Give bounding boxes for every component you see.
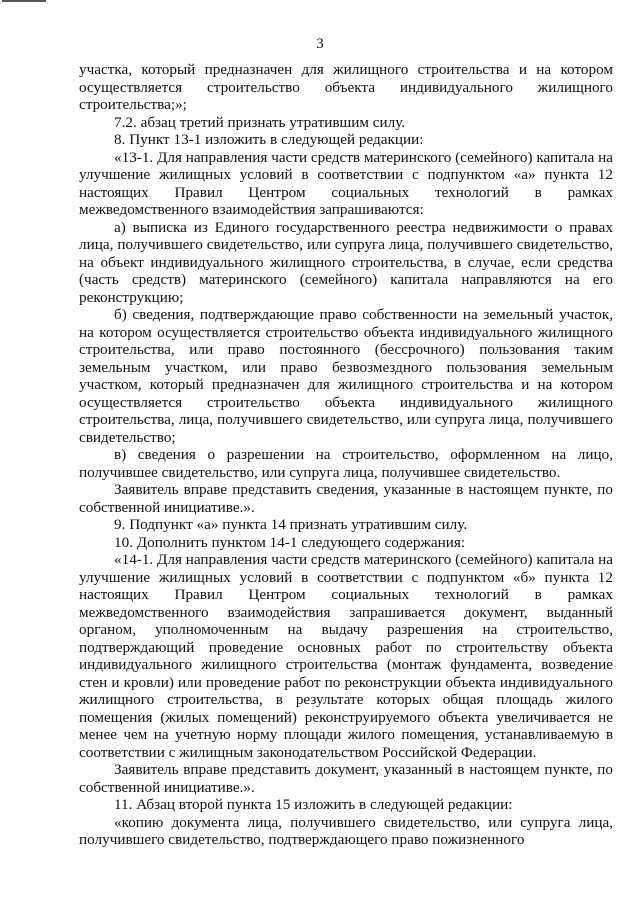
- corner-scan-mark: [2, 0, 46, 2]
- page-number: 3: [316, 36, 324, 52]
- paragraph-11: «14-1. Для направления части средств материнского (семейного) капитала на улучшение жилищных условий в соответствии с подпунктом «б» пункта 12 настоящих Правил Центром социальных технологий в рамках межведомственного взаимодействия запрашивается документ, выданный органом, уполномоченным на выдачу разрешения на строительство, подтверждающий проведение основных работ по строительству объекта индивидуального жилищного строительства (монтаж фундамента, возведение стен и кровли) или проведение работ по реконструкции объекта индивидуального жилищного строительства, в результате которых общая площадь жилого помещения (жилых помещений) реконструируемого объекта увеличивается не менее чем на учетную норму площади жилого помещения, устанавливаемую в соответствии с жилищным законодательством Российской Федерации.: [79, 551, 613, 761]
- paragraph-2: 7.2. абзац третий признать утратившим силу.: [114, 113, 406, 131]
- paragraph-10: 10. Дополнить пунктом 14-1 следующего содержания:: [114, 533, 466, 551]
- paragraph-7: в) сведения о разрешении на строительство, оформленном на лицо, получившее свидетельство, или супруга лица, получившее свидетельство.: [79, 446, 613, 481]
- paragraph-4: «13-1. Для направления части средств материнского (семейного) капитала на улучшение жилищных условий в соответствии с подпунктом «а» пункта 12 настоящих Правил Центром социальных технологий в рамках межведомственного взаимодействия запрашиваются:: [79, 148, 613, 218]
- paragraph-13: 11. Абзац второй пункта 15 изложить в следующей редакции:: [114, 796, 513, 813]
- paragraph-5: а) выписка из Единого государственного реестра недвижимости о правах лица, получившего свидетельство, или супруга лица, получившего свидетельство, на объект индивидуального жилищного строительства, в случае, если средства (часть средств) материнского (семейного) капитала направляются на его реконструкцию;: [79, 218, 613, 306]
- paragraph-8: Заявитель вправе представить сведения, указанные в настоящем пункте, по собственной инициативе.».: [79, 481, 613, 516]
- paragraph-12: Заявитель вправе представить документ, указанный в настоящем пункте, по собственной инициативе.».: [79, 761, 613, 796]
- paragraph-6: б) сведения, подтверждающие право собственности на земельный участок, на котором осуществляется строительство объекта индивидуального жилищного строительства, или право постоянного (бессрочного) пользования таким земельным участком, или право безвозмездного пользования земельным участком, который предназначен для жилищного строительства и на котором осуществляется строительство объекта индивидуального жилищного строительства, лица, получившего свидетельство, или супруга лица, получившего свидетельство;: [79, 306, 613, 446]
- document-body: [79, 61, 613, 849]
- paragraph-9: 9. Подпункт «а» пункта 14 признать утратившим силу.: [114, 516, 468, 533]
- paragraph-1: участка, который предназначен для жилищного строительства и на котором осуществляется строительство объекта индивидуального жилищного строительства;»;: [79, 61, 613, 113]
- paragraph-3: 8. Пункт 13-1 изложить в следующей редакции:: [114, 131, 424, 148]
- paragraph-14: «копию документа лица, получившего свидетельство, или супруга лица, получившего свидетельство, подтверждающего право пожизненного: [79, 813, 613, 848]
